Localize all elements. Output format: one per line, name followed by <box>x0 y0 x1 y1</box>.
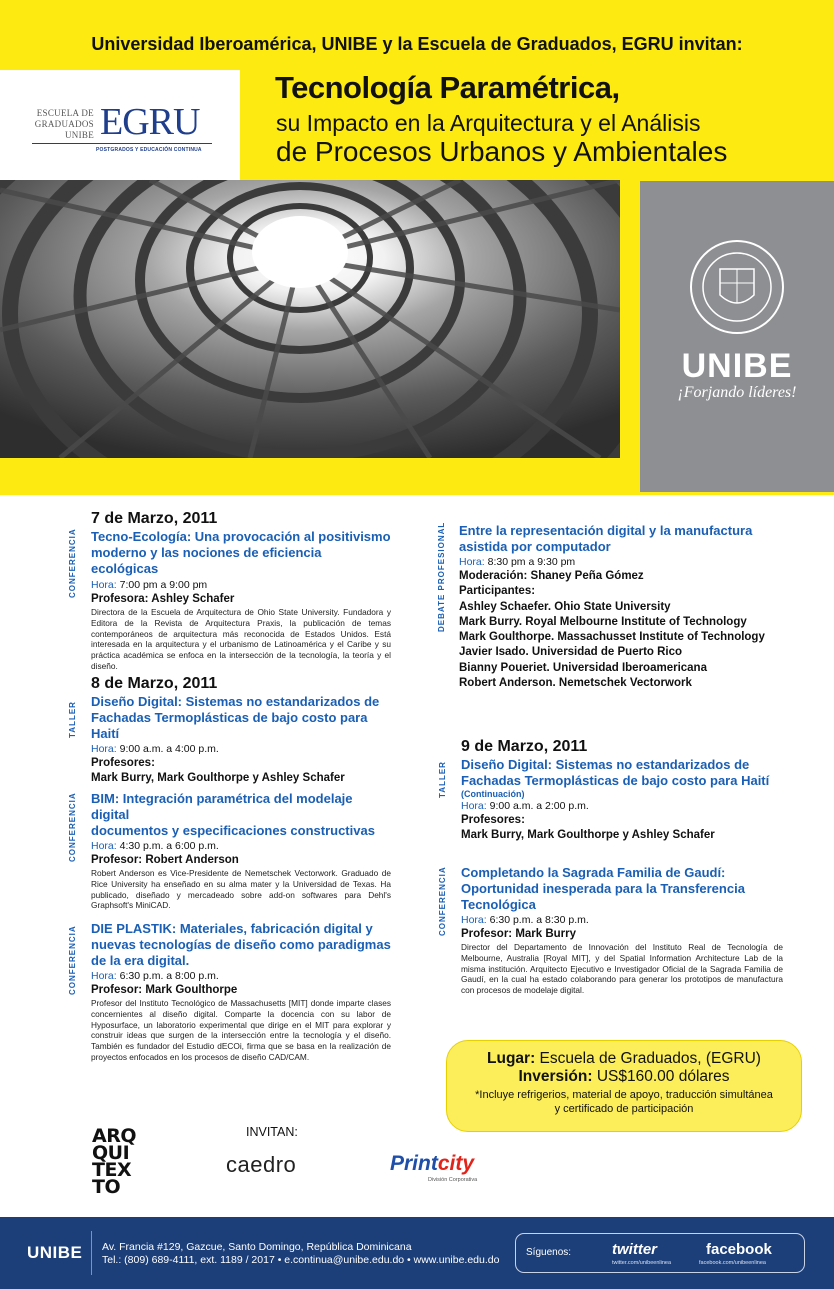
participant: Javier Isado. Universidad de Puerto Rico <box>459 646 683 659</box>
venue-value: Escuela de Graduados, (EGRU) <box>535 1050 761 1067</box>
speaker-bio: Directora de la Escuela de Arquitectura de Ohio State University. Fundadora y Editora de la Revista de Arquitectura Praxis, la publicación de temas contemporáneos de arquitectura más reconocida de Estados Unidos. Está interesada en la arquitectura y el urbanismo de Latinoamérica y el Caribe y su práctica académica se enfoca en la intersección de la tecnología, la teoría y el diseño. <box>91 607 391 671</box>
time-value: 9:00 a.m. a 4:00 p.m. <box>116 743 219 755</box>
invitan-label: INVITAN: <box>246 1125 298 1139</box>
event-subtitle-2: de Procesos Urbanos y Ambientales <box>276 136 728 167</box>
event-subtitle-1: su Impacto en la Arquitectura y el Análisis <box>276 110 701 136</box>
egru-tagline: POSTGRADOS Y EDUCACIÓN CONTINUA <box>96 147 202 153</box>
speaker-bio: Profesor del Instituto Tecnológico de Massachusetts [MIT] donde imparte clases concernientes al diseño digital. Comparte la docencia con su labor de Hyposurface, un laboratorio experimental que dirige en el MIT para explorar y construir ideas que surgen de la intersección entre la tecnología y el diseño. También es fundador del Estudio dECOi, firma que se basa en la realización de proyectos enfocados en los procesos de diseño CAD/CAM. <box>91 998 391 1062</box>
arquitexto-line: TEX <box>92 1159 132 1181</box>
printcity-logo <box>390 1152 474 1176</box>
facebook-link[interactable]: facebook <box>706 1241 772 1258</box>
speaker-bio: Robert Anderson es Vice-Presidente de Nemetschek Vectorwork. Graduado de Rice University ha enseñado en su alma mater y la Universidad de Texas. Ha publicado, diseñado y mercadeado sobre add-on softwares para Dehl's Graphsoft's MiniCAD. <box>91 868 391 911</box>
footer <box>0 1217 834 1289</box>
event-title-line: Diseño Digital: Sistemas no estandarizados de <box>461 757 750 772</box>
time-label: Hora: <box>459 556 485 568</box>
event-type-label: CONFERENCIA <box>438 866 447 936</box>
price-label: Inversión: <box>518 1068 593 1085</box>
event-title-line: de la era digital. <box>91 953 190 968</box>
footer-address: Av. Francia #129, Gazcue, Santo Domingo, República Dominicana <box>102 1241 412 1253</box>
event-type-label: CONFERENCIA <box>68 925 77 995</box>
time-label: Hora: <box>461 914 487 926</box>
price <box>447 1068 801 1086</box>
time-value: 7:00 pm a 9:00 pm <box>116 579 208 591</box>
time-label: Hora: <box>461 800 487 812</box>
event-title-line: asistida por computador <box>459 539 611 554</box>
egru-logo <box>0 70 240 198</box>
egru-line-3: UNIBE <box>65 130 94 140</box>
event-type-label: CONFERENCIA <box>68 528 77 598</box>
event-title-line: Tecnológica <box>461 897 536 912</box>
participant: Ashley Schaefer. Ohio State University <box>459 600 671 613</box>
participant: Mark Burry. Royal Melbourne Institute of Technology <box>459 615 747 628</box>
event-bim <box>91 791 391 911</box>
event-9-marzo-taller <box>461 738 781 843</box>
time-value: 8:30 pm a 9:30 pm <box>484 556 576 568</box>
unibe-panel <box>640 181 834 492</box>
speakers: Mark Burry, Mark Goulthorpe y Ashley Schafer <box>461 829 715 841</box>
footer-contact <box>102 1241 499 1267</box>
venue-label: Lugar: <box>487 1050 536 1067</box>
twitter-link[interactable]: twitter <box>612 1241 657 1258</box>
time-label: Hora: <box>91 743 117 755</box>
event-title: Tecnología Paramétrica, <box>275 70 620 105</box>
event-title-tecno-ecologia <box>91 529 391 577</box>
architecture-photo <box>0 180 620 458</box>
speaker: Profesor: Mark Goulthorpe <box>91 984 238 996</box>
event-die-plastik <box>91 921 391 1063</box>
date-heading: 8 de Marzo, 2011 <box>91 675 218 692</box>
facebook-url[interactable]: facebook.com/unibeenlinea <box>699 1260 766 1266</box>
time-value: 6:30 p.m. a 8:00 p.m. <box>116 970 219 982</box>
egru-rule <box>32 143 212 144</box>
arquitexto-line: QUI <box>92 1142 130 1164</box>
speaker: Profesora: Ashley Schafer <box>91 593 235 605</box>
arquitexto-logo <box>92 1125 136 1198</box>
siguenos-label: Síguenos: <box>526 1247 572 1258</box>
time-value: 6:30 p.m. a 8:30 p.m. <box>486 914 589 926</box>
event-sagrada-familia <box>461 865 783 996</box>
price-note-line: y certificado de participación <box>554 1103 694 1115</box>
continuation-note: (Continuación) <box>461 789 525 799</box>
event-type-label: TALLER <box>438 761 447 798</box>
time-label: Hora: <box>91 840 117 852</box>
event-title-line: BIM: Integración paramétrica del modelaje digital <box>91 791 353 822</box>
time-label: Hora: <box>91 579 117 591</box>
event-type-label: CONFERENCIA <box>68 792 77 862</box>
speaker: Profesor: Robert Anderson <box>91 854 239 866</box>
printcity-subtitle: División Corporativa <box>428 1177 478 1183</box>
footer-divider <box>91 1231 92 1275</box>
time-value: 9:00 a.m. a 2:00 p.m. <box>486 800 589 812</box>
egru-line-2: GRADUADOS <box>34 119 94 129</box>
speaker: Profesor: Mark Burry <box>461 928 577 940</box>
participant: Bianny Poueriet. Universidad Iberoamericana <box>459 661 707 674</box>
footer-phone-email: Tel.: (809) 689-4111, ext. 1189 / 2017 • e.continua@unibe.edu.do • www.unibe.edu.do <box>102 1254 500 1266</box>
event-title-line: nuevas tecnologías de diseño como paradigmas <box>91 937 391 952</box>
price-value: US$160.00 dólares <box>592 1068 730 1085</box>
event-title-line: Entre la representación digital y la manufactura <box>459 523 753 538</box>
participant: Mark Goulthorpe. Massachusset Institute of Technology <box>459 631 765 644</box>
event-time <box>459 555 779 569</box>
event-time <box>91 839 391 853</box>
event-type-label: TALLER <box>68 701 77 738</box>
event-type-label: DEBATE PROFESIONAL <box>437 521 446 632</box>
venue-price-box <box>446 1040 802 1132</box>
price-note-line: *Incluye refrigerios, material de apoyo, traducción simultánea <box>475 1089 773 1101</box>
event-title-line: DIE PLASTIK: Materiales, fabricación digital y <box>91 921 373 936</box>
moderator: Moderación: Shaney Peña Gómez <box>459 570 644 582</box>
invite-line: Universidad Iberoamérica, UNIBE y la Escuela de Graduados, EGRU invitan: <box>91 34 743 54</box>
speaker-bio: Director del Departamento de Innovación del Instituto Real de Tecnología de Melbourne, Australia [Royal MIT], y del Spatial Information Architecture Lab de la misma institución. Arquitecto Ejecutivo e Investigador Oficial de la Sagrada Familia de Gaudí, en la cual ha estado colaborando para generar los prototipos de manufactura con procesos de modelaje digital. <box>461 942 783 996</box>
date-heading: 9 de Marzo, 2011 <box>461 738 588 755</box>
event-title-line: documentos y especificaciones constructivas <box>91 823 375 838</box>
event-title-debate <box>459 523 779 555</box>
social-box <box>515 1233 805 1273</box>
caedro-logo: caedro <box>226 1152 297 1177</box>
speakers-label: Profesores: <box>91 757 155 769</box>
printcity-part: city <box>437 1152 475 1175</box>
event-time <box>91 969 391 983</box>
event-time <box>461 799 781 813</box>
event-title-diseno-digital <box>91 694 391 742</box>
event-title-line: Fachadas Termoplásticas de bajo costo para Haití <box>461 773 770 788</box>
event-title-line: Diseño Digital: Sistemas no estandarizados de <box>91 694 380 709</box>
event-debate <box>459 523 779 691</box>
venue <box>447 1050 801 1068</box>
participants-label: Participantes: <box>459 585 536 598</box>
event-time <box>91 578 391 592</box>
arquitexto-line: ARQ <box>92 1125 136 1147</box>
egru-line-1: ESCUELA DE <box>36 108 94 118</box>
price-note <box>447 1088 801 1116</box>
event-title-line: Tecno-Ecología: Una provocación al positivismo <box>91 529 391 544</box>
speakers-label: Profesores: <box>461 814 525 826</box>
twitter-url[interactable]: twitter.com/unibeenlinea <box>612 1260 672 1266</box>
speakers: Mark Burry, Mark Goulthorpe y Ashley Schafer <box>91 772 345 784</box>
printcity-part: Print <box>390 1152 438 1175</box>
event-title-line: moderno y las nociones de eficiencia ecológicas <box>91 545 322 576</box>
event-title-die-plastik <box>91 921 391 969</box>
event-title-line: Oportunidad inesperada para la Transferencia <box>461 881 745 896</box>
event-time <box>461 913 783 927</box>
event-time <box>91 742 391 756</box>
event-7-marzo <box>91 510 391 672</box>
event-title-bim <box>91 791 391 839</box>
university-seal-icon <box>682 237 792 337</box>
time-value: 4:30 p.m. a 6:00 p.m. <box>116 840 219 852</box>
event-title-sagrada-familia <box>461 865 783 913</box>
arquitexto-line: TO <box>92 1176 121 1198</box>
event-title-diseno-digital-cont <box>461 757 781 789</box>
event-8-marzo-taller <box>91 675 391 786</box>
time-label: Hora: <box>91 970 117 982</box>
unibe-wordmark: UNIBE <box>681 347 793 385</box>
egru-mark: EGRU <box>100 101 200 143</box>
unibe-slogan: ¡Forjando líderes! <box>677 384 797 401</box>
footer-brand: UNIBE <box>27 1243 83 1262</box>
participant: Robert Anderson. Nemetschek Vectorwork <box>459 677 692 690</box>
date-heading: 7 de Marzo, 2011 <box>91 510 218 527</box>
egru-logo-text <box>28 108 94 141</box>
event-title-line: Fachadas Termoplásticas de bajo costo para Haití <box>91 710 368 741</box>
event-title-line: Completando la Sagrada Familia de Gaudí: <box>461 865 726 880</box>
